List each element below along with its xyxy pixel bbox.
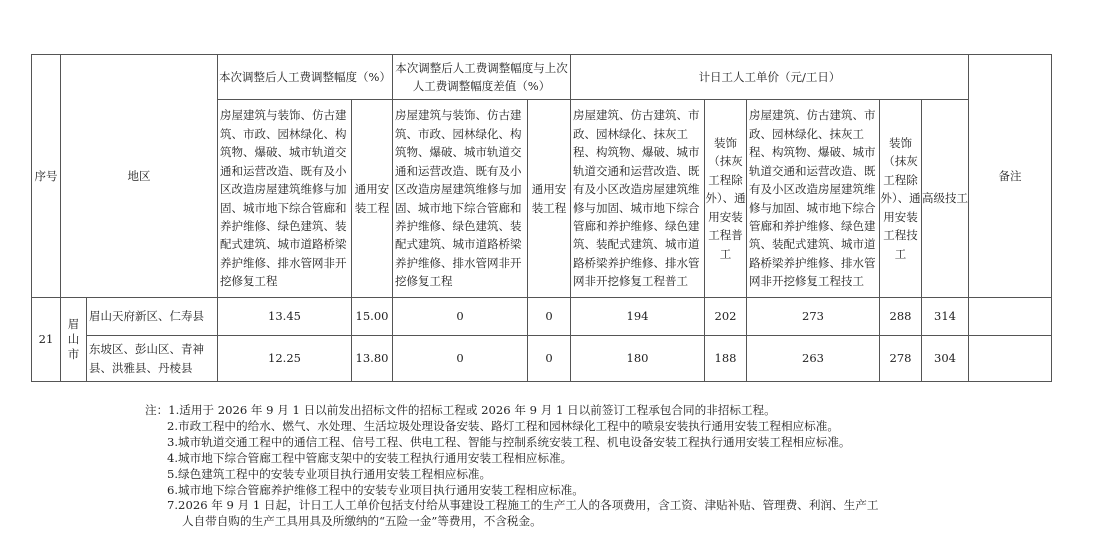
- header-decoration-skilled-worker: 装饰（抹灰工程除外）、通用安装工程技工: [880, 100, 922, 298]
- header-building-works: 房屋建筑与装饰、仿古建筑、市政、园林绿化、构筑物、爆破、城市轨道交通和运营改造、既有及小区改造房屋建筑维修与加固、城市地下综合管廊和养护维修、绿色建筑、装配式建筑、城市道路桥梁养护维修、排水管网非开挖修复工程: [218, 100, 352, 298]
- header-senior-technician: 高级技工: [922, 100, 969, 298]
- diff-building-cell: 0: [393, 298, 528, 336]
- header-adjustment-rate: 本次调整后人工费调整幅度（%）: [218, 55, 393, 100]
- header-general-install-diff: 通用安装工程: [528, 100, 571, 298]
- price-general-building-cell: 194: [571, 298, 705, 336]
- header-seq: 序号: [32, 55, 61, 298]
- header-remark: 备注: [969, 55, 1052, 298]
- diff-install-cell: 0: [528, 298, 571, 336]
- adj-install-cell: 13.80: [352, 336, 393, 382]
- diff-install-cell: 0: [528, 336, 571, 382]
- price-general-building-cell: 180: [571, 336, 705, 382]
- header-skilled-worker-building: 房屋建筑、仿古建筑、市政、园林绿化、抹灰工程、构筑物、爆破、城市轨道交通和运营改造、既有及小区改造房屋建筑维修与加固、城市地下综合管廊和养护维修、绿色建筑、装配式建筑、城市道路桥梁养护维修、排水管网非开挖修复工程技工: [747, 100, 880, 298]
- adj-install-cell: 15.00: [352, 298, 393, 336]
- price-skilled-decoration-cell: 278: [880, 336, 922, 382]
- price-skilled-building-cell: 263: [747, 336, 880, 382]
- price-senior-cell: 304: [922, 336, 969, 382]
- price-skilled-decoration-cell: 288: [880, 298, 922, 336]
- notes-section: [145, 403, 878, 530]
- header-region: 地区: [61, 55, 218, 298]
- price-skilled-building-cell: 273: [747, 298, 880, 336]
- header-daily-labor-price: 计日工人工单价（元/工日）: [571, 55, 969, 100]
- note-6: 6.城市地下综合管廊养护维修工程中的安装专业项目执行通用安装工程相应标准。: [167, 482, 584, 497]
- region-cell: 眉山天府新区、仁寿县: [87, 298, 218, 336]
- note-3: 3.城市轨道交通工程中的通信工程、信号工程、供电工程、智能与控制系统安装工程、机电设备安装工程执行通用安装工程相应标准。: [167, 434, 851, 449]
- note-7-continued: 人自带自购的生产工具用具及所缴纳的“五险一金”等费用，不含税金。: [182, 514, 542, 529]
- labor-price-table: [31, 54, 1052, 382]
- header-general-worker-building: 房屋建筑、仿古建筑、市政、园林绿化、抹灰工程、构筑物、爆破、城市轨道交通和运营改造、既有及小区改造房屋建筑维修与加固、城市地下综合管廊和养护维修、绿色建筑、装配式建筑、城市道路桥梁养护维修、排水管网非开挖修复工程普工: [571, 100, 705, 298]
- remark-cell: [969, 298, 1052, 336]
- region-cell: 东坡区、彭山区、青神县、洪雅县、丹棱县: [87, 336, 218, 382]
- table-row: [32, 336, 1052, 382]
- note-4: 4.城市地下综合管廊工程中管廊支架中的安装工程执行通用安装工程相应标准。: [167, 450, 573, 465]
- table-row: [32, 298, 1052, 336]
- note-7: 7.2026 年 9 月 1 日起，计日工人工单价包括支付给从事建设工程施工的生产工人的各项费用，含工资、津贴补贴、管理费、利润、生产工: [167, 498, 879, 513]
- note-1: 注：1.适用于 2026 年 9 月 1 日以前发出招标文件的招标工程或 2026 年 9 月 1 日以前签订工程承包合同的非招标工程。: [145, 403, 776, 417]
- header-building-works-diff: 房屋建筑与装饰、仿古建筑、市政、园林绿化、构筑物、爆破、城市轨道交通和运营改造、既有及小区改造房屋建筑维修与加固、城市地下综合管廊和养护维修、绿色建筑、装配式建筑、城市道路桥梁养护维修、排水管网非开挖修复工程: [393, 100, 528, 298]
- header-decoration-general-worker: 装饰（抹灰工程除外）、通用安装工程普工: [705, 100, 747, 298]
- note-5: 5.绿色建筑工程中的安装专业项目执行通用安装工程相应标准。: [167, 466, 492, 481]
- diff-building-cell: 0: [393, 336, 528, 382]
- city-name: 眉山市: [67, 317, 80, 361]
- adj-building-cell: 13.45: [218, 298, 352, 336]
- adj-building-cell: 12.25: [218, 336, 352, 382]
- price-general-decoration-cell: 188: [705, 336, 747, 382]
- seq-cell: 21: [32, 298, 61, 382]
- header-general-install: 通用安装工程: [352, 100, 393, 298]
- header-adjustment-difference: 本次调整后人工费调整幅度与上次人工费调整幅度差值（%）: [393, 55, 571, 100]
- remark-cell: [969, 336, 1052, 382]
- note-2: 2.市政工程中的给水、燃气、水处理、生活垃圾处理设备安装、路灯工程和园林绿化工程中的喷泉安装执行通用安装工程相应标准。: [167, 418, 839, 433]
- price-general-decoration-cell: 202: [705, 298, 747, 336]
- city-cell: [61, 298, 87, 382]
- price-senior-cell: 314: [922, 298, 969, 336]
